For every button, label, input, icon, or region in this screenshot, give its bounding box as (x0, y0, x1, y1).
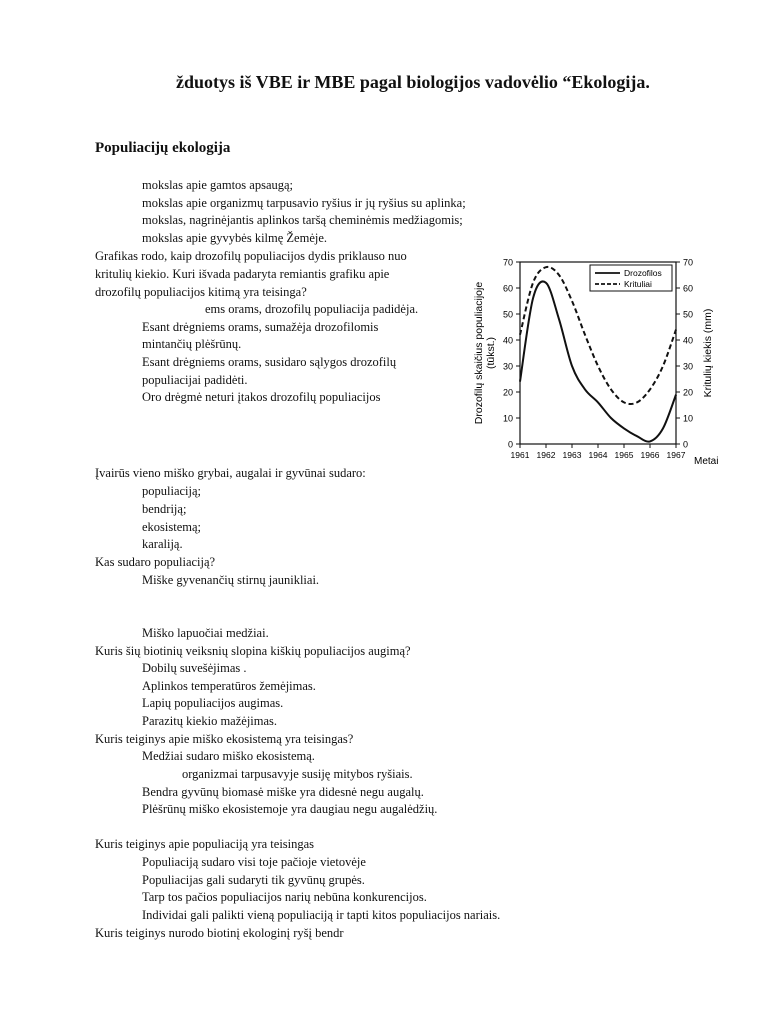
q5-option-d: Parazitų kiekio mažėjimas. (142, 714, 278, 728)
q2-option-line: populiacijai padidėti. (142, 373, 248, 387)
y-tick-label: 20 (502, 387, 513, 398)
q4-option-a: Miške gyvenančių stirnų jaunikliai. (142, 573, 320, 587)
y2-tick-label: 70 (683, 257, 694, 268)
q1-option-c: mokslas, nagrinėjantis aplinkos taršą cheminėmis medžiagomis; (142, 213, 463, 227)
y2-tick-label: 50 (683, 309, 694, 320)
q7-question: Kuris teiginys apie populiaciją yra teisingas (95, 837, 315, 851)
q6-question: Kuris teiginys apie miško ekosistemą yra teisingas? (95, 732, 354, 746)
q2-question-line: kritulių kiekio. Kuri išvada padaryta remiantis grafiku apie (95, 267, 390, 281)
q3-option-c: ekosistemą; (142, 520, 202, 534)
y-tick-label: 10 (502, 413, 513, 424)
chart-legend (590, 265, 672, 291)
x-tick-label: 1961 (510, 450, 530, 460)
x-tick-label: 1966 (640, 450, 660, 460)
q3-option-d: karaliją. (142, 537, 183, 551)
q5-option-b: Aplinkos temperatūros žemėjimas. (142, 679, 316, 693)
y-tick-label: 60 (502, 283, 513, 294)
y2-tick-label: 0 (683, 439, 689, 450)
q6-option-d: Plėšrūnų miško ekosistemoje yra daugiau negu augalėdžių. (142, 802, 438, 816)
q6-option-b: organizmai tarpusavyje susiję mitybos ryšiais. (182, 767, 413, 781)
y2-tick-label: 60 (683, 283, 694, 294)
q1-option-a: mokslas apie gamtos apsaugą; (142, 178, 294, 192)
chart-series (520, 267, 676, 442)
q6-option-c: Bendra gyvūnų biomasė miške yra didesnė negu augalų. (142, 785, 424, 799)
q2-question-line: Grafikas rodo, kaip drozofilų populiacijos dydis priklauso nuo (95, 249, 407, 263)
q2-question-line: drozofilų populiacijos kitimą yra teisinga? (95, 285, 307, 299)
y2-tick-label: 30 (683, 361, 694, 372)
legend-label: Drozofilos (624, 268, 662, 278)
q8-question: Kuris teiginys nurodo biotinį ekologinį ryšį bendr (95, 926, 344, 940)
x-tick-label: 1967 (666, 450, 686, 460)
x-tick-label: 1965 (614, 450, 634, 460)
q2-option-line: Oro drėgmė neturi įtakos drozofilų populiacijos (142, 390, 381, 404)
x-tick-label: 1962 (536, 450, 556, 460)
q4-question: Kas sudaro populiaciją? (95, 555, 216, 569)
y-tick-label: 40 (502, 335, 513, 346)
y2-axis-label: Kritulių kiekis (mm) (702, 308, 714, 398)
q2-option-line: Esant drėgniems orams, susidaro sąlygos drozofilų (142, 355, 397, 369)
x-tick-label: 1964 (588, 450, 608, 460)
document-title: žduotys iš VBE ir MBE pagal biologijos vadovėlio “Ekologija. (176, 72, 650, 92)
q1-option-d: mokslas apie gyvybės kilmę Žemėje. (142, 231, 328, 245)
q2-option-line: ems orams, drozofilų populiacija padidėja. (205, 302, 419, 316)
y-tick-label: 30 (502, 361, 513, 372)
q6-option-a: Medžiai sudaro miško ekosistemą. (142, 749, 315, 763)
y-axis-label-line2: (tūkst.) (485, 336, 497, 370)
q5-question: Kuris šių biotinių veiksnių slopina kiškių populiacijos augimą? (95, 644, 411, 658)
q7-option-a: Populiaciją sudaro visi toje pačioje vietovėje (142, 855, 366, 869)
q2-option-line: Esant drėgniems orams, sumažėja drozofilomis (142, 320, 379, 334)
q2-option-line: mintančių plėšrūnų. (142, 337, 242, 351)
x-tick-label: 1963 (562, 450, 582, 460)
y2-tick-label: 40 (683, 335, 694, 346)
y-tick-label: 70 (502, 257, 513, 268)
q1-option-b: mokslas apie organizmų tarpusavio ryšius ir jų ryšius su aplinka; (142, 196, 466, 210)
section-heading: Populiacijų ekologija (95, 140, 231, 156)
q3-option-a: populiaciją; (142, 484, 202, 498)
series-line-drozofilos (520, 281, 676, 441)
q7-option-b: Populiacijas gali sudaryti tik gyvūnų grupės. (142, 873, 365, 887)
q7-option-c: Tarp tos pačios populiacijos narių nebūna konkurencijos. (142, 890, 427, 904)
q5-option-c: Lapių populiacijos augimas. (142, 696, 284, 710)
x-axis-label: Metai (694, 456, 719, 467)
drosophila-rainfall-chart (468, 250, 728, 468)
y2-tick-label: 10 (683, 413, 694, 424)
y2-tick-label: 20 (683, 387, 694, 398)
legend-label: Krituliai (624, 279, 652, 289)
q7-option-d: Individai gali palikti vieną populiaciją ir tapti kitos populiacijos nariais. (142, 908, 501, 922)
q3-option-b: bendriją; (142, 502, 187, 516)
y-tick-label: 50 (502, 309, 513, 320)
y-axis-label-line1: Drozofilų skaičius populiacijoje (473, 281, 485, 425)
y-tick-label: 0 (507, 439, 513, 450)
q4-option-b: Miško lapuočiai medžiai. (142, 626, 269, 640)
q3-question: Įvairūs vieno miško grybai, augalai ir gyvūnai sudaro: (95, 466, 366, 480)
q5-option-a: Dobilų suvešėjimas . (142, 661, 247, 675)
